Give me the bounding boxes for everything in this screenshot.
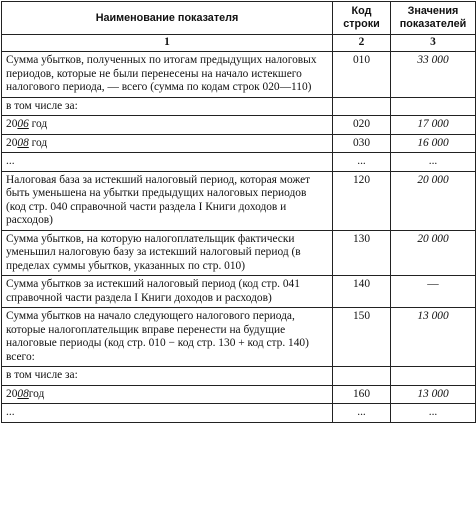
header-indicator-values: Значения показателей [391,2,476,35]
row-code: 030 [333,134,391,153]
row-label: Сумма убытков на начало следующего налогового периода, которые налогоплательщик вправе перенести на будущие налоговые периоды (код стр. 010 − код стр. 130 + код стр. 140) всего: [2,308,333,367]
row-code: 120 [333,171,391,230]
year-handwritten: 08 [17,387,29,400]
row-label-year [2,385,333,404]
table-row [2,367,476,386]
row-value: — [391,276,476,308]
column-number: 2 [333,35,391,52]
row-value: 16 000 [391,134,476,153]
column-number: 3 [391,35,476,52]
row-value: ... [391,404,476,423]
column-numbers-row [2,35,476,52]
year-prefix: 20 [6,118,18,130]
row-value: 13 000 [391,308,476,367]
row-code: 150 [333,308,391,367]
row-value: 17 000 [391,116,476,135]
row-code [333,367,391,386]
row-value: 20 000 [391,230,476,276]
table-row [2,52,476,98]
row-code: ... [333,153,391,172]
row-value [391,367,476,386]
table-row [2,308,476,367]
year-suffix: год [28,387,45,400]
year-handwritten: 06 [17,118,29,130]
row-label: Сумма убытков за истекший налоговый период (код стр. 041 справочной части раздела I Книги доходов и расходов) [2,276,333,308]
row-value: 13 000 [391,385,476,404]
loss-carryforward-table [1,1,476,423]
row-code: 160 [333,385,391,404]
table-row [2,171,476,230]
row-label: ... [2,153,333,172]
row-code: 140 [333,276,391,308]
row-label: в том числе за: [2,97,333,116]
table-row [2,385,476,404]
row-label: ... [2,404,333,423]
row-code: 020 [333,116,391,135]
row-code: 010 [333,52,391,98]
row-label-year [2,116,333,135]
table-row [2,116,476,135]
row-code: ... [333,404,391,423]
table-row [2,230,476,276]
row-code [333,97,391,116]
table-header-row [2,2,476,35]
row-label: Сумма убытков, полученных по итогам предыдущих налоговых периодов, которые не были перенесены на начало истекшего налогового периода, — всего (сумма по кодам строк 020—110) [2,52,333,98]
year-handwritten: 08 [17,136,29,149]
year-prefix: 20 [6,136,18,149]
table-row [2,276,476,308]
row-label: Сумма убытков, на которую налогоплательщик фактически уменьшил налоговую базу за истекший налоговый период (в пределах суммы убытков, указанных по стр. 010) [2,230,333,276]
table-row [2,134,476,153]
table-row [2,97,476,116]
header-line-code: Код строки [333,2,391,35]
row-value [391,97,476,116]
row-value: 20 000 [391,171,476,230]
row-label-year [2,134,333,153]
table-row [2,404,476,423]
header-indicator-name: Наименование показателя [2,2,333,35]
row-value: 33 000 [391,52,476,98]
column-number: 1 [2,35,333,52]
year-suffix: год [28,136,48,149]
row-value: ... [391,153,476,172]
table-row [2,153,476,172]
row-label: Налоговая база за истекший налоговый период, которая может быть уменьшена на убытки предыдущих налоговых периодов (код стр. 040 справочной части раздела I Книги доходов и расходов) [2,171,333,230]
row-label: в том числе за: [2,367,333,386]
row-code: 130 [333,230,391,276]
year-prefix: 20 [6,387,18,400]
year-suffix: год [28,118,48,130]
